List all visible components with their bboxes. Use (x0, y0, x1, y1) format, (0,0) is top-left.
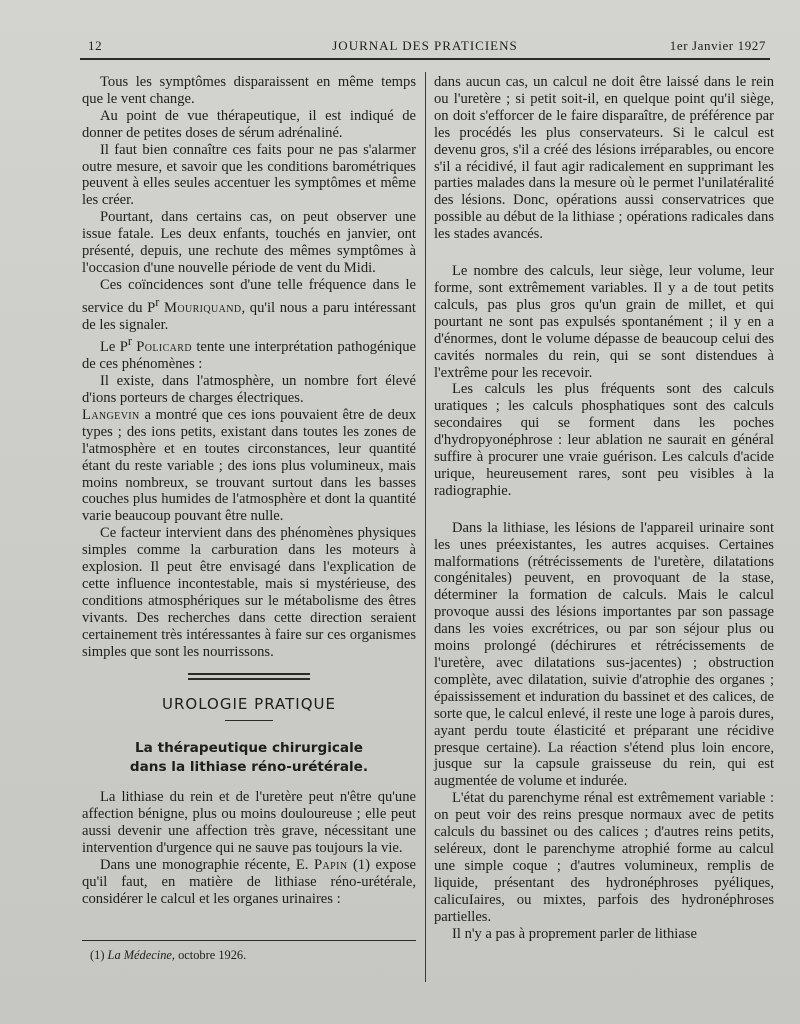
footnote-rule (82, 940, 416, 941)
paragraph: dans aucun cas, un calcul ne doit être laissé dans le rein ou l'uretère ; si petit soit-il, en quelque point qu'il siège, on doit s'efforcer de le faire disparaître, de préférence par les procédés les plus conservateurs. Si le calcul est devenu gros, s'il a créé des lésions irréparables, ou encore s'il a récidivé, il faut agir radicalement en supprimant les parties malades dans la mesure où le permet l'unilatéralité des lésions. Donc, opérations aussi conservatrices que possible au début de la lithiase ; opérations radicales dans les stades avancés. (434, 74, 774, 243)
section-title: UROLOGIE PRATIQUE (162, 694, 336, 713)
paragraph: Au point de vue thérapeutique, il est indiqué de donner de petites doses de sérum adrénaliné. (82, 107, 416, 141)
issue-date: 1er Janvier 1927 (669, 38, 766, 53)
page-number: 12 (88, 38, 103, 53)
left-column (82, 74, 416, 908)
paragraph: Dans la lithiase, les lésions de l'appareil urinaire sont les unes préexistantes, les autres acquises. Certaines malformations (rétrécissements de l'uretère, dilatations congénitales) peuvent, en provoquant de la stase, déterminer la formation de calculs. Mais le calcul provoque aussi des lésions importantes par son passage dans les voies excrétrices, ou par son séjour plus ou moins prolongé (déchirures et rétrécissements de l'uretère, avec dilatations sus-jacentes) ; obstruction complète, avec dilatation, suivie d'atrophie des organes ; épaississement et induration du bassinet et des calices, de sorte que, le calcul enlevé, il reste une loge à parois dures, ayant perdu toute élasticité et préparant une récidive presque certaine). La réaction s'étend plus loin encore, jusque sur la capsule graisseuse du rein, qui est augmentée de volume et indurée. (434, 519, 774, 790)
paragraph: Tous les symptômes disparaissent en même temps que le vent change. (82, 74, 416, 107)
paragraph: Ces coïncidences sont d'une telle fréquence dans le service du $P^r$ Mouriquand, qu'il nous a paru intéressant de les signaler. (82, 276, 416, 333)
paragraph: Langevin a montré que ces ions pouvaient être de deux types ; des ions petits, existant dans toutes les zones de l'atmosphère et en toutes circonstances, leur quantité étant du reste variable ; des ions plus volumineux, mais moins nombreux, se trouvant surtout dans les basses couches plus humides de l'atmosphère et dont la quantité varie beaucoup pouvant être nulle. (82, 406, 416, 525)
column-divider (425, 72, 426, 982)
author-name: Papin (313, 857, 348, 874)
paragraph: Il existe, dans l'atmosphère, un nombre fort élevé d'ions porteurs de charges électriques. (82, 373, 416, 407)
paragraph: Le $P^r$ Policard tente une interprétation pathogénique de ces phénomènes : (82, 334, 416, 373)
paragraph: Il n'y a pas à proprement parler de lithiase (452, 925, 697, 942)
paragraph: Les calculs les plus fréquents sont des calculs uratiques ; les calculs phosphatiques sont des calculs secondaires qui se forment dans les poches d'hydropyonéphrose : leur ablation ne saurait en général suffire à procurer une vraie guérison. Les calculs d'acide urique, heureusement rares, sont peu visibles à la radiographie. (434, 381, 774, 499)
paragraph: Il faut bien connaître ces faits pour ne pas s'alarmer outre mesure, et savoir que les conditions barométriques peuvent à elles seules accentuer les symptômes et même les créer. (82, 141, 416, 209)
author-name: Policard (136, 339, 192, 356)
paragraph: L'état du parenchyme rénal est extrêmement variable : on peut voir des reins presque normaux avec de petits calculs du bassinet ou des calices ; d'autres reins petits, seléreux, dont le parenchyme atrophié forme au calcul une simple coque ; d'autres volumineux, remplis de liquide, présentant des hydronéphroses pyéliques, calicuIaires, ou mixtes, parfois des hydronéphroses partielles. (434, 790, 774, 925)
paragraph: Le nombre des calculs, leur siège, leur volume, leur forme, sont extrêmement variables. Il y a de tout petits calculs, pas plus gros qu'un grain de millet, et qui pourtant ne sont pas expulsés spontanément ; il y en a d'énormes, dont le volume dépasse de beaucoup celui des cavités normales du rein, qui se sont distendues à l'extrême pour les recevoir. (434, 263, 774, 381)
right-column (434, 74, 774, 942)
short-rule (225, 720, 273, 721)
paragraph: La lithiase du rein et de l'uretère peut n'être qu'une affection bénigne, plus ou moins douloureuse ; elle peut aussi devenir une affection très grave, nécessitant une intervention d'urgence qui ne sauve pas toujours la vie. (82, 789, 416, 857)
page-header (80, 34, 770, 56)
author-name: Langevin (82, 406, 140, 423)
article-title: La thérapeutique chirurgicale dans la lithiase réno-urétérale. (129, 740, 369, 776)
paragraph: Dans une monographie récente, E. Papin (1) expose qu'il faut, en matière de lithiase réno-urétérale, considérer le calcul et les organes urinaires : (82, 857, 417, 907)
author-name: Mouriquand (163, 299, 242, 316)
header-rule (80, 58, 770, 60)
double-rule (188, 673, 310, 680)
footnote: (1) La Médecine, octobre 1926. (90, 948, 247, 962)
journal-title: JOURNAL DES PRATICIENS (332, 38, 518, 53)
paragraph: Ce facteur intervient dans des phénomènes physiques simples comme la carburation dans les moteurs à explosion. Il peut être envisagé dans l'explication de cette influence incontestable, mais si mystérieuse, des conditions atmosphériques sur le métabolisme des êtres vivants. Des recherches dans cette direction seraient certainement très intéressantes à faire sur ces organismes simples que sont les nourrissons. (82, 525, 416, 660)
paragraph: Pourtant, dans certains cas, on peut observer une issue fatale. Les deux enfants, touchés en janvier, ont présenté, depuis, une rechute des mêmes symptômes à l'occasion d'une nouvelle période de vent du Midi. (82, 209, 416, 276)
section-header (82, 673, 416, 778)
